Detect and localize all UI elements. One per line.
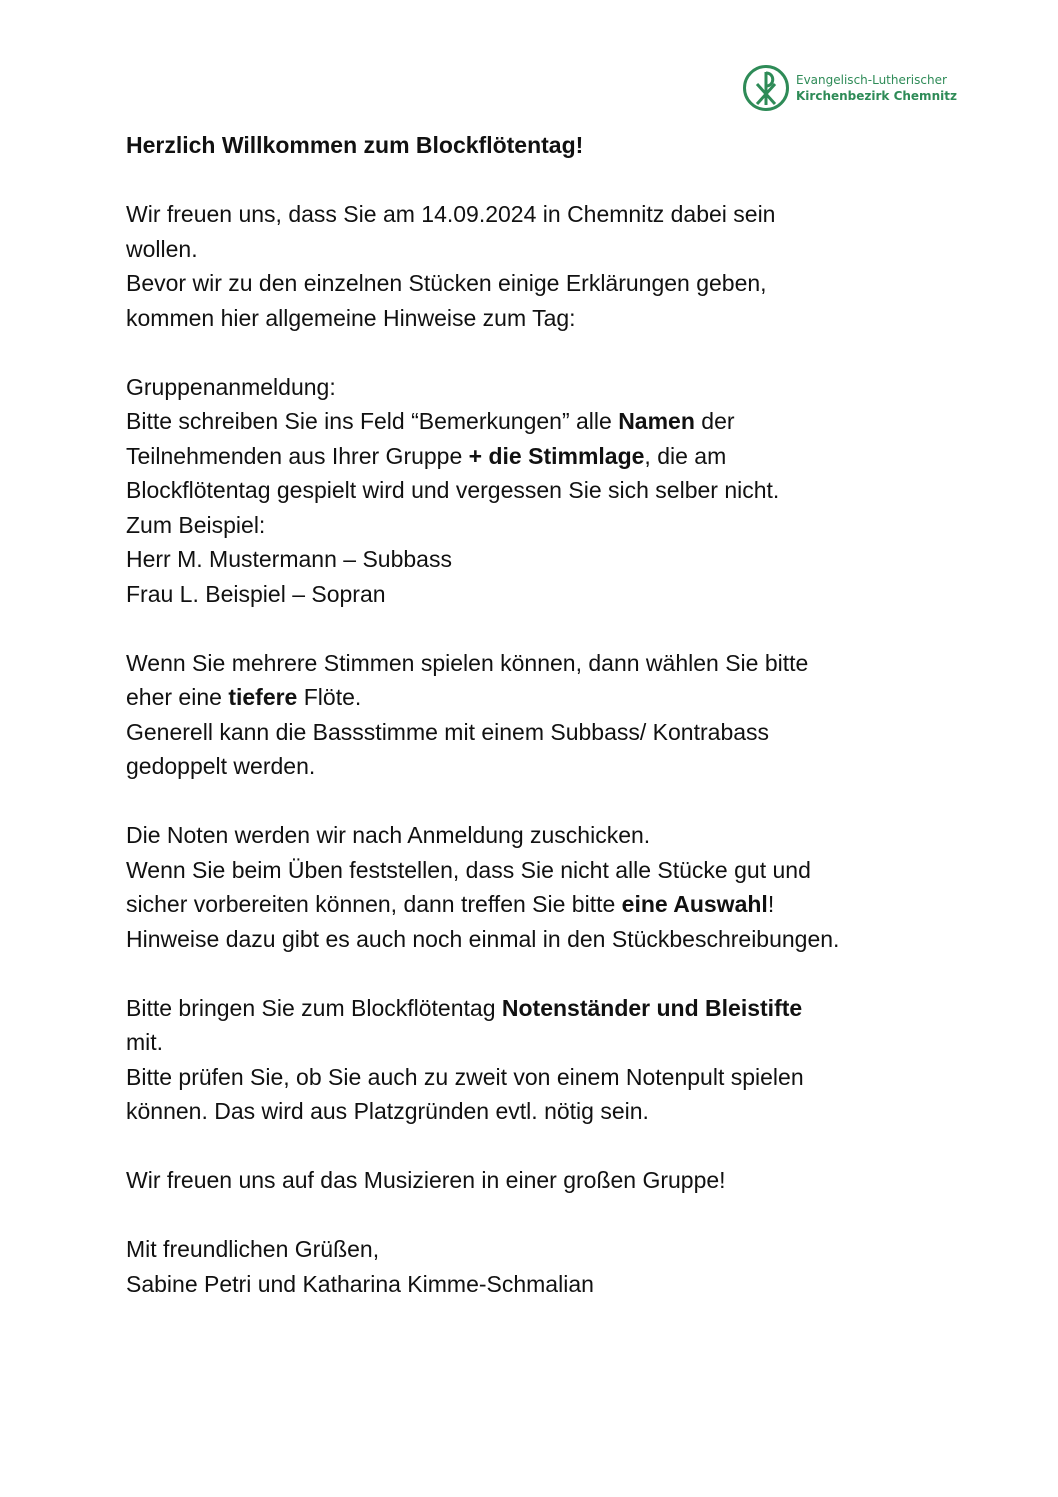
logo-line-1: Evangelisch-Lutherischer (796, 73, 947, 87)
intro-line-4: kommen hier allgemeine Hinweise zum Tag: (126, 304, 576, 331)
letter-body (126, 128, 946, 1301)
group-heading: Gruppenanmeldung: (126, 373, 336, 400)
example-line-2: Frau L. Beispiel – Sopran (126, 580, 386, 607)
logo-line-2: Kirchenbezirk Chemnitz (796, 89, 957, 103)
intro-line-2: wollen. (126, 235, 198, 262)
logo (742, 64, 957, 112)
example-heading: Zum Beispiel: (126, 511, 266, 538)
notes-line-4: Hinweise dazu gibt es auch noch einmal in den Stückbeschreibungen. (126, 925, 840, 952)
voices-line-3: Generell kann die Bassstimme mit einem Subbass/ Kontrabass (126, 718, 770, 745)
notes-line-2: Wenn Sie beim Üben feststellen, dass Sie nicht alle Stücke gut und (126, 856, 811, 883)
voices-line-2: eher eine tiefere Flöte. (126, 684, 362, 710)
example-line-1: Herr M. Mustermann – Subbass (126, 546, 452, 572)
intro-line-3: Bevor wir zu den einzelnen Stücken einige Erklärungen geben, (126, 270, 767, 296)
voices-line-1: Wenn Sie mehrere Stimmen spielen können, dann wählen Sie bitte (126, 649, 809, 676)
notes-line-3: sicher vorbereiten können, dann treffen Sie bitte eine Auswahl! (126, 891, 775, 917)
closing-line: Wir freuen uns auf das Musizieren in einer großen Gruppe! (126, 1167, 726, 1193)
bring-line-3: Bitte prüfen Sie, ob Sie auch zu zweit von einem Notenpult spielen (126, 1063, 804, 1090)
letter-title: Herzlich Willkommen zum Blockflötentag! (126, 132, 584, 158)
bring-line-1: Bitte bringen Sie zum Blockflötentag Notenständer und Bleistifte (126, 994, 803, 1021)
bring-line-2: mit. (126, 1029, 164, 1055)
signature-line: Sabine Petri und Katharina Kimme-Schmalian (126, 1270, 594, 1297)
notes-line-1: Die Noten werden wir nach Anmeldung zuschicken. (126, 822, 651, 848)
intro-line-1: Wir freuen uns, dass Sie am 14.09.2024 in Chemnitz dabei sein (126, 201, 776, 227)
group-line-3: Blockflötentag gespielt wird und vergessen Sie sich selber nicht. (126, 477, 780, 503)
chi-rho-icon (742, 64, 790, 112)
bring-line-4: können. Das wird aus Platzgründen evtl. nötig sein. (126, 1098, 649, 1124)
greeting-line: Mit freundlichen Grüßen, (126, 1236, 380, 1262)
group-line-2: Teilnehmenden aus Ihrer Gruppe + die Stimmlage, die am (126, 442, 727, 469)
voices-line-4: gedoppelt werden. (126, 753, 316, 779)
group-line-1: Bitte schreiben Sie ins Feld “Bemerkungen” alle Namen der (126, 408, 735, 434)
logo-text (796, 72, 957, 104)
